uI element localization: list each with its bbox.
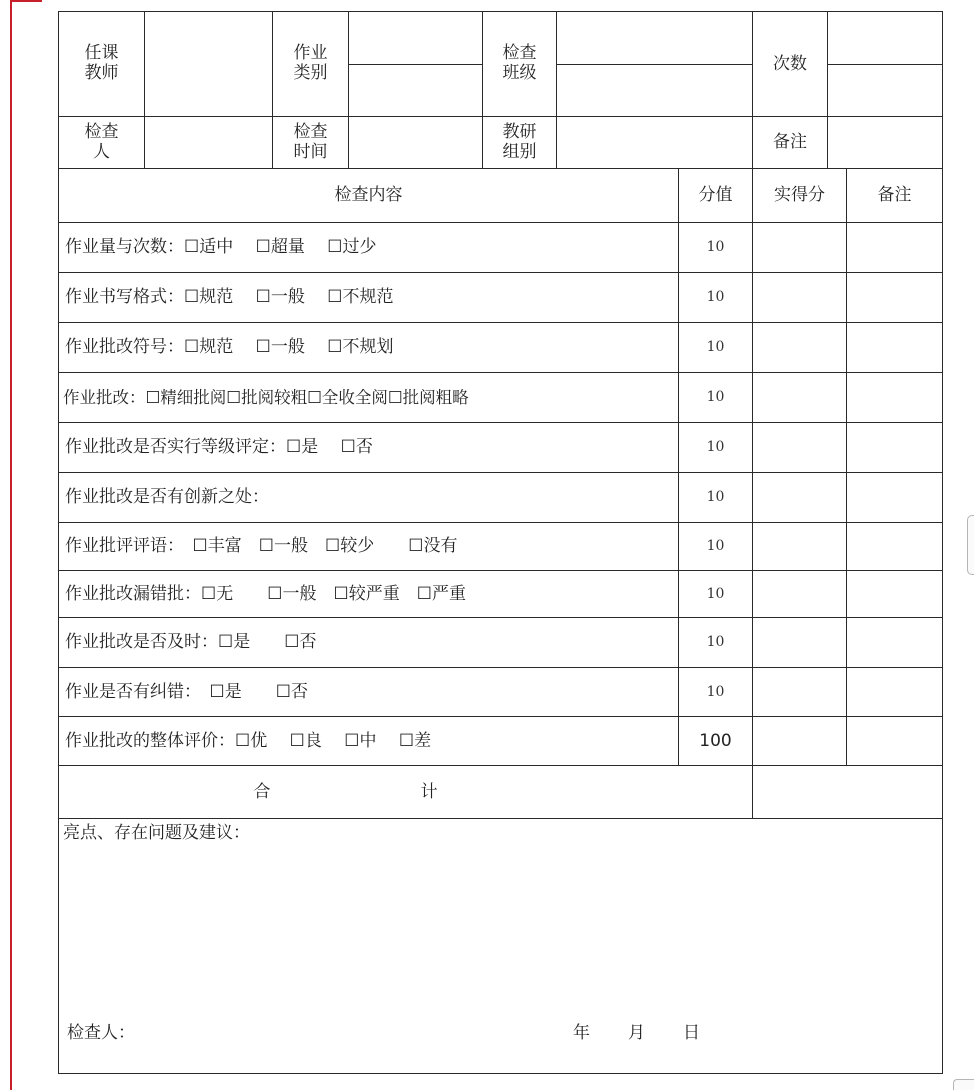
row-text: 作业批改符号：☐规范 ☐一般 ☐不规划 <box>59 323 679 373</box>
check-time-label: 检查 时间 <box>273 117 349 169</box>
row-actual-field[interactable] <box>753 473 847 523</box>
row-actual-field[interactable] <box>753 273 847 323</box>
row-actual-field[interactable] <box>753 423 847 473</box>
row-actual-field[interactable] <box>753 668 847 717</box>
column-header-actual: 实得分 <box>753 169 847 223</box>
date-year: 年 <box>573 1022 590 1043</box>
homework-type-label: 作业 类别 <box>273 12 349 117</box>
class-field-2[interactable] <box>557 65 753 117</box>
row-text: 作业书写格式：☐规范 ☐一般 ☐不规范 <box>59 273 679 323</box>
column-header-score: 分值 <box>679 169 753 223</box>
row-text: 作业批改是否有创新之处： <box>59 473 679 523</box>
check-time-field[interactable] <box>349 117 483 169</box>
total-char-1: 合 <box>253 781 271 802</box>
table-row <box>59 571 943 618</box>
inspector-label: 检查人： <box>67 1022 135 1043</box>
homework-type-field-2[interactable] <box>349 65 483 117</box>
table-row <box>59 223 943 273</box>
row-score: 10 <box>679 618 753 668</box>
row-text: 作业批改：☐精细批阅☐批阅较粗☐全收全阅☐批阅粗略 <box>59 373 679 423</box>
row-score: 10 <box>679 273 753 323</box>
homework-type-field-1[interactable] <box>349 12 483 65</box>
row-remark-field[interactable] <box>847 373 943 423</box>
checker-field[interactable] <box>145 117 273 169</box>
teacher-label: 任课 教师 <box>59 12 145 117</box>
row-actual-field[interactable] <box>753 717 847 766</box>
row-text: 作业量与次数：☐适中 ☐超量 ☐过少 <box>59 223 679 273</box>
row-remark-field[interactable] <box>847 717 943 766</box>
teacher-field[interactable] <box>145 12 273 117</box>
row-remark-field[interactable] <box>847 273 943 323</box>
row-actual-field[interactable] <box>753 223 847 273</box>
table-row <box>59 323 943 373</box>
class-field-1[interactable] <box>557 12 753 65</box>
group-field[interactable] <box>557 117 753 169</box>
row-text: 作业是否有纠错： ☐是 ☐否 <box>59 668 679 717</box>
page-margin-line <box>10 0 12 1090</box>
row-remark-field[interactable] <box>847 473 943 523</box>
row-text: 作业批改是否实行等级评定：☐是 ☐否 <box>59 423 679 473</box>
table-row <box>59 618 943 668</box>
row-score: 10 <box>679 523 753 571</box>
row-actual-field[interactable] <box>753 618 847 668</box>
table-row <box>59 668 943 717</box>
table-row <box>59 273 943 323</box>
page-margin-tick <box>10 0 42 2</box>
table-row <box>59 717 943 766</box>
group-label: 教研 组别 <box>483 117 557 169</box>
row-actual-field[interactable] <box>753 373 847 423</box>
column-header-remark: 备注 <box>847 169 943 223</box>
column-header-content: 检查内容 <box>59 169 679 223</box>
total-row <box>59 766 943 819</box>
row-score: 10 <box>679 668 753 717</box>
row-remark-field[interactable] <box>847 323 943 373</box>
row-score: 10 <box>679 373 753 423</box>
row-score: 10 <box>679 473 753 523</box>
comments-title: 亮点、存在问题及建议： <box>63 823 250 843</box>
total-label <box>59 766 753 819</box>
row-text: 作业批评评语： ☐丰富 ☐一般 ☐较少 ☐没有 <box>59 523 679 571</box>
row-remark-field[interactable] <box>847 223 943 273</box>
corner-resize-handle[interactable] <box>953 1079 974 1090</box>
table-row <box>59 523 943 571</box>
date-month: 月 <box>628 1022 645 1043</box>
class-label: 检查 班级 <box>483 12 557 117</box>
date-day: 日 <box>683 1022 700 1043</box>
date-line <box>573 1023 738 1043</box>
times-field-1[interactable] <box>828 12 943 65</box>
table-row <box>59 423 943 473</box>
check-content-table <box>58 168 943 1074</box>
row-remark-field[interactable] <box>847 523 943 571</box>
times-field-2[interactable] <box>828 65 943 117</box>
row-text: 作业批改漏错批：☐无 ☐一般 ☐较严重 ☐严重 <box>59 571 679 618</box>
row-remark-field[interactable] <box>847 668 943 717</box>
table-row <box>59 473 943 523</box>
row-actual-field[interactable] <box>753 323 847 373</box>
row-score: 100 <box>679 717 753 766</box>
row-score: 10 <box>679 323 753 373</box>
side-scroll-handle[interactable] <box>967 515 974 575</box>
row-score: 10 <box>679 571 753 618</box>
checker-label: 检查 人 <box>59 117 145 169</box>
comments-row <box>59 819 943 1074</box>
row-actual-field[interactable] <box>753 523 847 571</box>
remark-field[interactable] <box>828 117 943 169</box>
row-remark-field[interactable] <box>847 423 943 473</box>
header-info-table <box>58 11 943 169</box>
comments-box[interactable] <box>59 819 943 1074</box>
row-actual-field[interactable] <box>753 571 847 618</box>
row-text: 作业批改是否及时：☐是 ☐否 <box>59 618 679 668</box>
row-score: 10 <box>679 423 753 473</box>
row-text: 作业批改的整体评价：☐优 ☐良 ☐中 ☐差 <box>59 717 679 766</box>
total-char-2: 计 <box>420 781 438 802</box>
total-score-field[interactable] <box>753 766 943 819</box>
remark-label: 备注 <box>753 117 828 169</box>
row-score: 10 <box>679 223 753 273</box>
table-row <box>59 373 943 423</box>
column-header-row <box>59 169 943 223</box>
row-remark-field[interactable] <box>847 571 943 618</box>
row-remark-field[interactable] <box>847 618 943 668</box>
times-label: 次数 <box>753 12 828 117</box>
